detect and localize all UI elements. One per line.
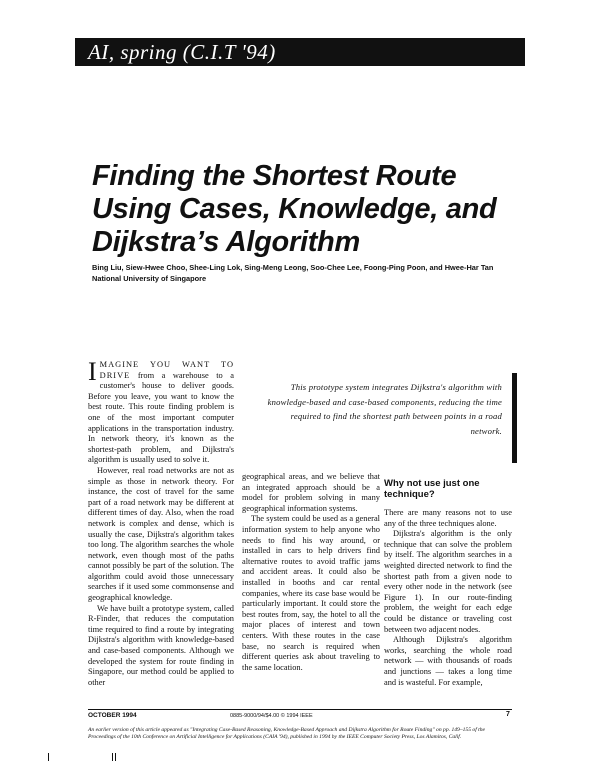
article-title	[92, 160, 532, 259]
affiliation: National University of Singapore	[92, 274, 207, 283]
crop-mark	[112, 753, 113, 761]
footer-rule	[88, 709, 512, 710]
byline	[92, 262, 532, 284]
footnote: An earlier version of this article appeared as "Integrating Case-Based Reasoning, Knowledge-Based Approach and Dijkstra Algorithm for Route Finding" on pp. 149–155 of the Proceedings of the 10th Conference on Artificial Intelligence for Applications (CAIA '94), published in 1994 by the IEEE Computer Society Press, Los Alamitos, Calif.	[88, 727, 485, 741]
paragraph: Although Dijkstra's algorithm works, searching the whole road network — with thousands of roads and junctions — takes a long time and is wasteful. For example,	[384, 635, 512, 687]
paragraph: However, real road networks are not as simple as those in network theory. For instance, the cost of travel for the same part of a road network may be different at different times of day. Also, when the road network is complex and dense, which is usually the case, Dijkstra's algorithm takes too long. The algorithm searches the whole network, even though most of the paths cannot possibly be part of the solution. The algorithm could avoid those unnecessary searches if it used some commonsense and geographical knowledge.	[88, 465, 234, 603]
paragraph-text: from a warehouse to a customer's house to deliver goods. Before you leave, you want to know the best route. This route finding problem is one of the most important computer applications in the transportation industry. In network theory, it's known as the shortest-path problem, and Dijkstra's algorithm is usually used to solve it.	[88, 370, 235, 465]
title-line: Finding the Shortest Route	[92, 160, 457, 192]
paragraph: We have built a prototype system, called R-Finder, that reduces the computation time required to find a route by integrating Dijkstra's algorithm with knowledge-based and case-based components. Although we developed the system for route finding in Singapore, our method could be applied to other	[88, 603, 234, 687]
intro-paragraph	[88, 357, 235, 466]
paragraph: Dijkstra's algorithm is the only technique that can solve the problem by itself. The algorithm searches in a weighted directed network to find the shortest path from a given node to every other node in the network (see Figure 1). In our route-finding problem, the weight for each edge could be distance or traveling cost between two adjacent nodes.	[384, 529, 512, 634]
body-column-3	[384, 508, 512, 688]
pullquote: This prototype system integrates Dijkstra's algorithm with knowledge-based and case-based components, reducing the time required to find the shortest path between points in a road network.	[267, 382, 502, 436]
pullquote-rule	[512, 373, 517, 463]
page-number: 7	[506, 711, 510, 718]
issn-line: 0885-9000/94/$4.00 © 1994 IEEE	[230, 713, 313, 719]
title-line: Dijkstra’s Algorithm	[92, 226, 360, 258]
title-line: Using Cases, Knowledge, and	[92, 193, 497, 225]
body-column-2	[242, 472, 380, 673]
issue-date: OCTOBER 1994	[88, 712, 137, 719]
drop-cap: I	[88, 357, 97, 386]
section-heading: Why not use just one technique?	[384, 478, 480, 500]
paragraph: There are many reasons not to use any of the three techniques alone.	[384, 508, 512, 528]
crop-mark	[115, 753, 116, 761]
crop-mark	[48, 753, 49, 761]
body-column-1	[88, 357, 235, 688]
author-list: Bing Liu, Siew-Hwee Choo, Shee-Ling Lok, Sing-Meng Leong, Soo-Chee Lee, Foong-Ping Poon, and Hwee-Har Tan	[92, 263, 494, 272]
department-header: AI, spring (C.I.T '94)	[88, 40, 276, 64]
paragraph: The system could be used as a general information system to help anyone who needs to find his way around, or installed in cars to help drivers find alternative routes to avoid traffic jams and accident areas. It could also be installed in booths and car rental companies, where its case base would be particularly important. It could store the best routes from, say, the hotel to all the major places of interest and town centers. With these routes in the case base, no search is required when different queries ask about traveling to the same location.	[242, 514, 380, 672]
paragraph: geographical areas, and we believe that an integrated approach should be a model for problem solving in many geographical information systems.	[242, 472, 380, 513]
lead-in: MAGINE YOU WANT TO DRIVE	[99, 360, 234, 380]
